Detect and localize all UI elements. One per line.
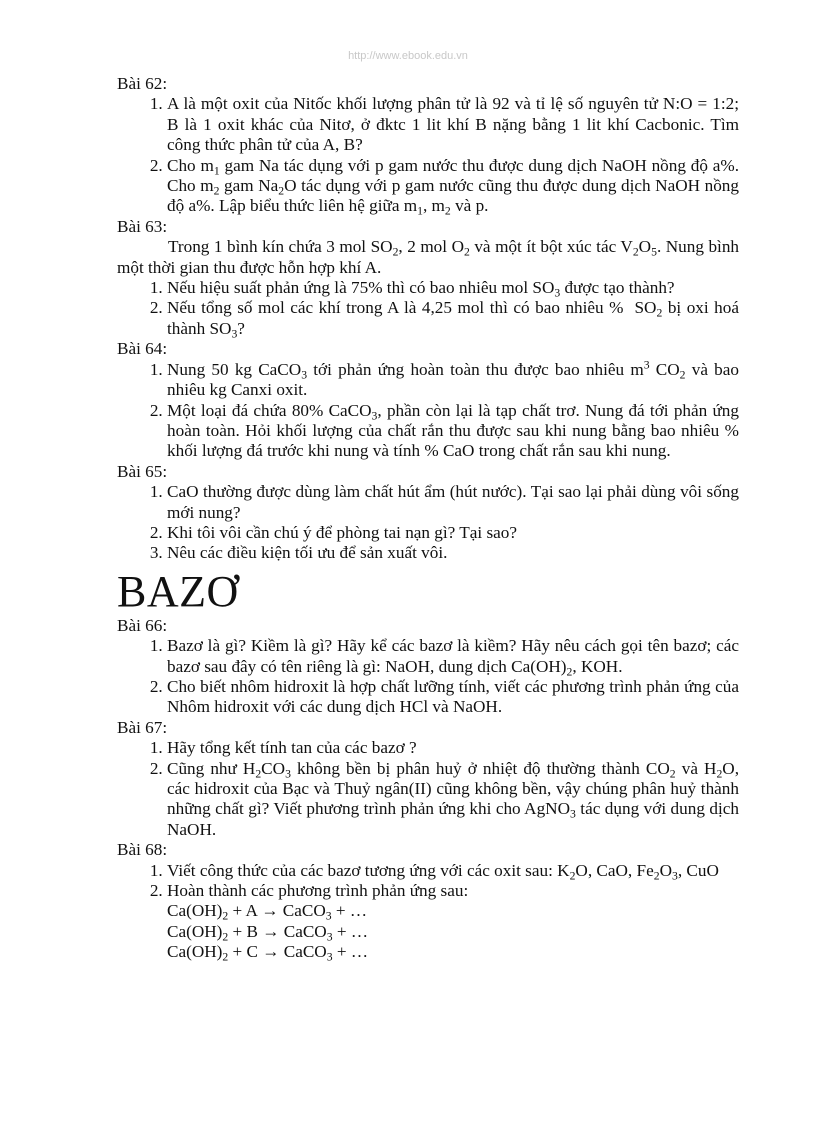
- bai-62-q1: 1. A là một oxit của Nitốc khối lượng phân tử là 92 và tỉ lệ số nguyên tử N:O = 1:2; B là 1 oxit khác của Nitơ, ở đktc 1 lit khí B nặng bằng 1 lit khí Cacbonic. Tìm công thức phân tử của A, B?: [167, 94, 739, 155]
- bai-63-intro: Trong 1 bình kín chứa 3 mol $SO_2$, 2 mol $O_2$ và một ít bột xúc tác $V_2O_5$. Nung bình một thời gian thu được hỗn hợp khí A.: [117, 237, 740, 277]
- bai-68-title: Bài 68:: [117, 840, 168, 860]
- section-title: BAZƠ: [117, 566, 239, 616]
- bai-63-list: [117, 278, 739, 339]
- bai-62-list: [117, 94, 739, 216]
- bai-67-q2: 2. Cũng như $H_2CO_3$ không bền bị phân huỷ ở nhiệt độ thường thành $CO_2$ và $H_2O$, các hidroxit của Bạc và Thuỷ ngân(II) cũng không bền, vậy chúng phân huỷ thành những chất gì? Viết phương trình phản ứng khi cho AgNO$_3$ tác dụng với dung dịch NaOH.: [167, 759, 739, 841]
- bai-68-q1: 1. Viết công thức của các bazơ tương ứng với các oxit sau: $K_2O$, CaO, $Fe_2O_3$, CuO: [167, 861, 739, 881]
- bai-64-q1: 1. Nung 50 kg CaCO$_3$ tới phản ứng hoàn toàn thu được bao nhiêu $m^3$ $CO_2$ và bao nhiêu kg Canxi oxit.: [167, 360, 739, 401]
- bai-65-q2: 2. Khi tôi vôi cần chú ý để phòng tai nạn gì? Tại sao?: [167, 523, 739, 543]
- bai-62-title: Bài 62:: [117, 74, 168, 93]
- bai-67-q1: 1. Hãy tổng kết tính tan của các bazơ ?: [167, 738, 739, 758]
- bai-66-title: Bài 66:: [117, 615, 168, 635]
- bai-63-q1: 1. Nếu hiệu suất phản ứng là 75% thì có bao nhiêu mol $SO_3$ được tạo thành?: [167, 278, 739, 298]
- bai-66-q1: 1. Bazơ là gì? Kiềm là gì? Hãy kể các bazơ là kiềm? Hãy nêu cách gọi tên bazơ; các bazơ sau đây có tên riêng là gì: NaOH, dung dịch $Ca(OH)_2$, KOH.: [167, 636, 739, 677]
- bai-64-list: [117, 360, 739, 462]
- bai-62-q2: 2. Cho $m_1$ gam Na tác dụng với p gam nước thu được dung dịch NaOH nồng độ a%. Cho $m_2$ gam $Na_2O$ tác dụng với p gam nước cũng thu được dung dịch NaOH nồng độ a%. Lập biểu thức liên hệ giữa $m_1$, $m_2$ và p.: [167, 156, 739, 217]
- equation-3: $Ca(OH)_2 + C$ → CaCO$_3$ + …: [167, 942, 369, 964]
- bai-68-q2-text: Hoàn thành các phương trình phản ứng sau:: [167, 881, 469, 901]
- document-page: [117, 74, 739, 963]
- bai-64-title: Bài 64:: [117, 339, 168, 359]
- bai-63-q2: 2. Nếu tổng số mol các khí trong A là 4,25 mol thì có bao nhiêu % $SO_2$ bị oxi hoá thành $SO_3$?: [167, 298, 739, 339]
- bai-67-list: [117, 738, 739, 840]
- equation-2: $Ca(OH)_2 + B$ → CaCO$_3$ + …: [167, 921, 369, 944]
- bai-65-title: Bài 65:: [117, 461, 168, 481]
- bai-65-q1: 1. CaO thường được dùng làm chất hút ẩm (hút nước). Tại sao lại phải dùng vôi sống mới nung?: [167, 482, 739, 523]
- bai-66-list: [117, 636, 739, 718]
- bai-64-q2: 2. Một loại đá chứa 80% CaCO$_3$, phần còn lại là tạp chất trơ. Nung đá tới phản ứng hoàn toàn. Hỏi khối lượng của chất rắn thu được sau khi nung bằng bao nhiêu % khối lượng đá trước khi nung và tính % CaO trong chất rắn sau khi nung.: [167, 401, 739, 462]
- watermark: http://www.ebook.edu.vn: [348, 50, 468, 62]
- bai-63-title: Bài 63:: [117, 216, 168, 236]
- equation-1: $Ca(OH)_2 + A$ → CaCO$_3$ + …: [167, 901, 368, 923]
- bai-66-q2: 2. Cho biết nhôm hidroxit là hợp chất lưỡng tính, viết các phương trình phản ứng của Nhôm hidroxit với các dung dịch HCl và NaOH.: [167, 677, 739, 718]
- bai-67-title: Bài 67:: [117, 717, 168, 737]
- bai-65-q3: 3. Nêu các điều kiện tối ưu để sản xuất vôi.: [167, 543, 739, 563]
- bai-65-list: [117, 482, 739, 564]
- bai-68-q2: [167, 881, 739, 963]
- bai-68-list: [117, 861, 739, 963]
